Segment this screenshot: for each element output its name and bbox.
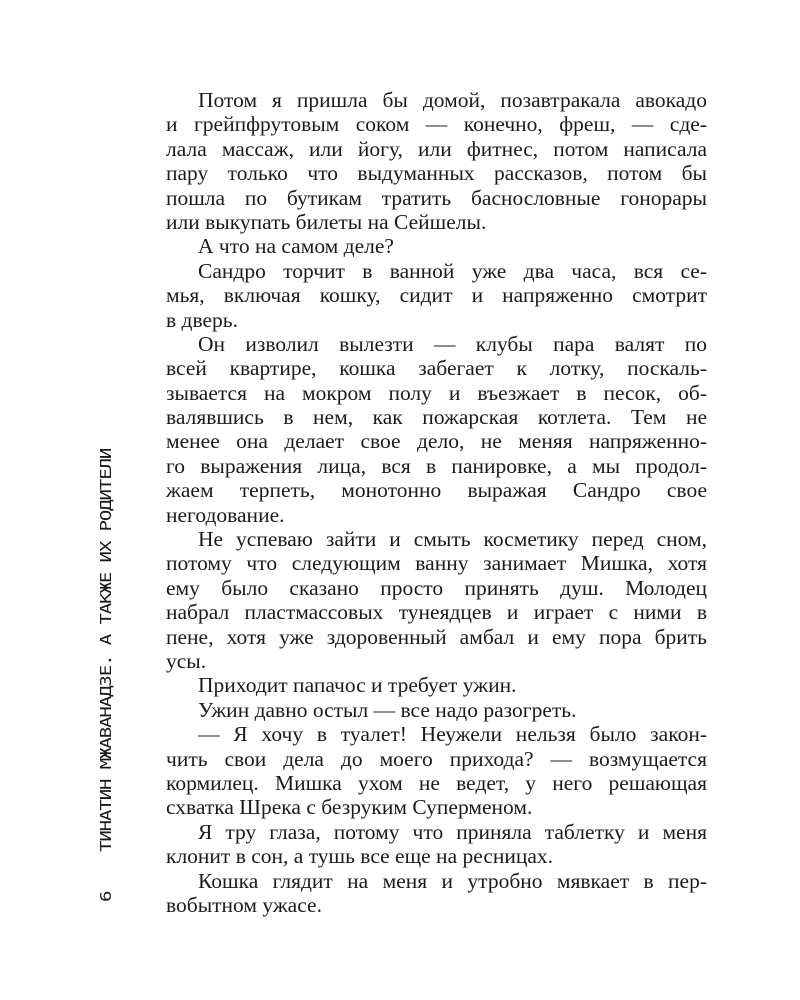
text-line: пару только что выдуманных рассказов, потом бы (166, 161, 707, 186)
text-line: или выкупать билеты на Сейшелы. (166, 209, 487, 234)
text-line: кормилец. Мишка ухом не ведет, у него решающая (166, 770, 707, 795)
running-head-title: ТИНАТИН МЖАВАНАДЗЕ. А ТАКЖЕ ИХ РОДИТЕЛИ (97, 448, 115, 852)
text-line: мья, включая кошку, сидит и напряженно смотрит (166, 283, 707, 308)
text-line: Кошка глядит на меня и утробно мявкает в пер- (198, 868, 707, 893)
text-line: набрал пластмассовых тунеядцев и играет с ними в (166, 600, 707, 625)
text-line: чить свои дела до моего прихода? — возмущается (166, 746, 707, 771)
text-line: ему было сказано просто принять душ. Молодец (166, 575, 707, 600)
text-line: пошла по бутикам тратить баснословные гонорары (166, 185, 707, 210)
text-line: — Я хочу в туалет! Неужели нельзя было закон- (198, 722, 707, 747)
text-line: Приходит папачос и требует ужин. (198, 673, 517, 698)
running-head (96, 448, 116, 902)
text-line: схватка Шрека с безруким Суперменом. (166, 795, 533, 820)
page-number: 6 (97, 891, 115, 902)
text-line: клонит в сон, а тушь все еще на ресницах. (166, 844, 554, 869)
text-line: вобытном ужасе. (166, 892, 322, 917)
body-text (166, 88, 707, 917)
text-line: в дверь. (166, 307, 238, 332)
text-line: всей квартире, кошка забегает к лотку, поскаль- (166, 356, 707, 381)
text-line: жаем терпеть, монотонно выражая Сандро свое (166, 478, 707, 503)
text-line: менее она делает свое дело, не меняя напряженно- (166, 429, 707, 454)
text-line: Я тру глаза, потому что приняла таблетку и меня (198, 819, 707, 844)
text-line: валявшись в нем, как пожарская котлета. Тем не (166, 405, 707, 430)
text-line: Потом я пришла бы домой, позавтракала авокадо (198, 88, 707, 112)
text-line: лала массаж, или йогу, или фитнес, потом написала (166, 136, 707, 161)
text-line: и грейпфрутовым соком — конечно, фреш, — сде- (166, 112, 707, 137)
text-line: потому что следующим ванну занимает Мишка, хотя (166, 551, 707, 576)
text-line: зывается на мокром полу и въезжает в песок, об- (166, 380, 707, 405)
text-line: Сандро торчит в ванной уже два часа, вся се- (198, 258, 707, 283)
text-line: Не успеваю зайти и смыть косметику перед сном, (198, 527, 707, 552)
text-line: А что на самом деле? (198, 234, 394, 259)
text-line: Ужин давно остыл — все надо разогреть. (198, 697, 577, 722)
text-line: го выражения лица, вся в панировке, а мы продол- (166, 453, 707, 478)
text-line: негодование. (166, 502, 285, 527)
text-line: пене, хотя уже здоровенный амбал и ему пора брить (166, 624, 707, 649)
text-line: усы. (166, 648, 207, 673)
text-line: Он изволил вылезти — клубы пара валят по (198, 331, 707, 356)
